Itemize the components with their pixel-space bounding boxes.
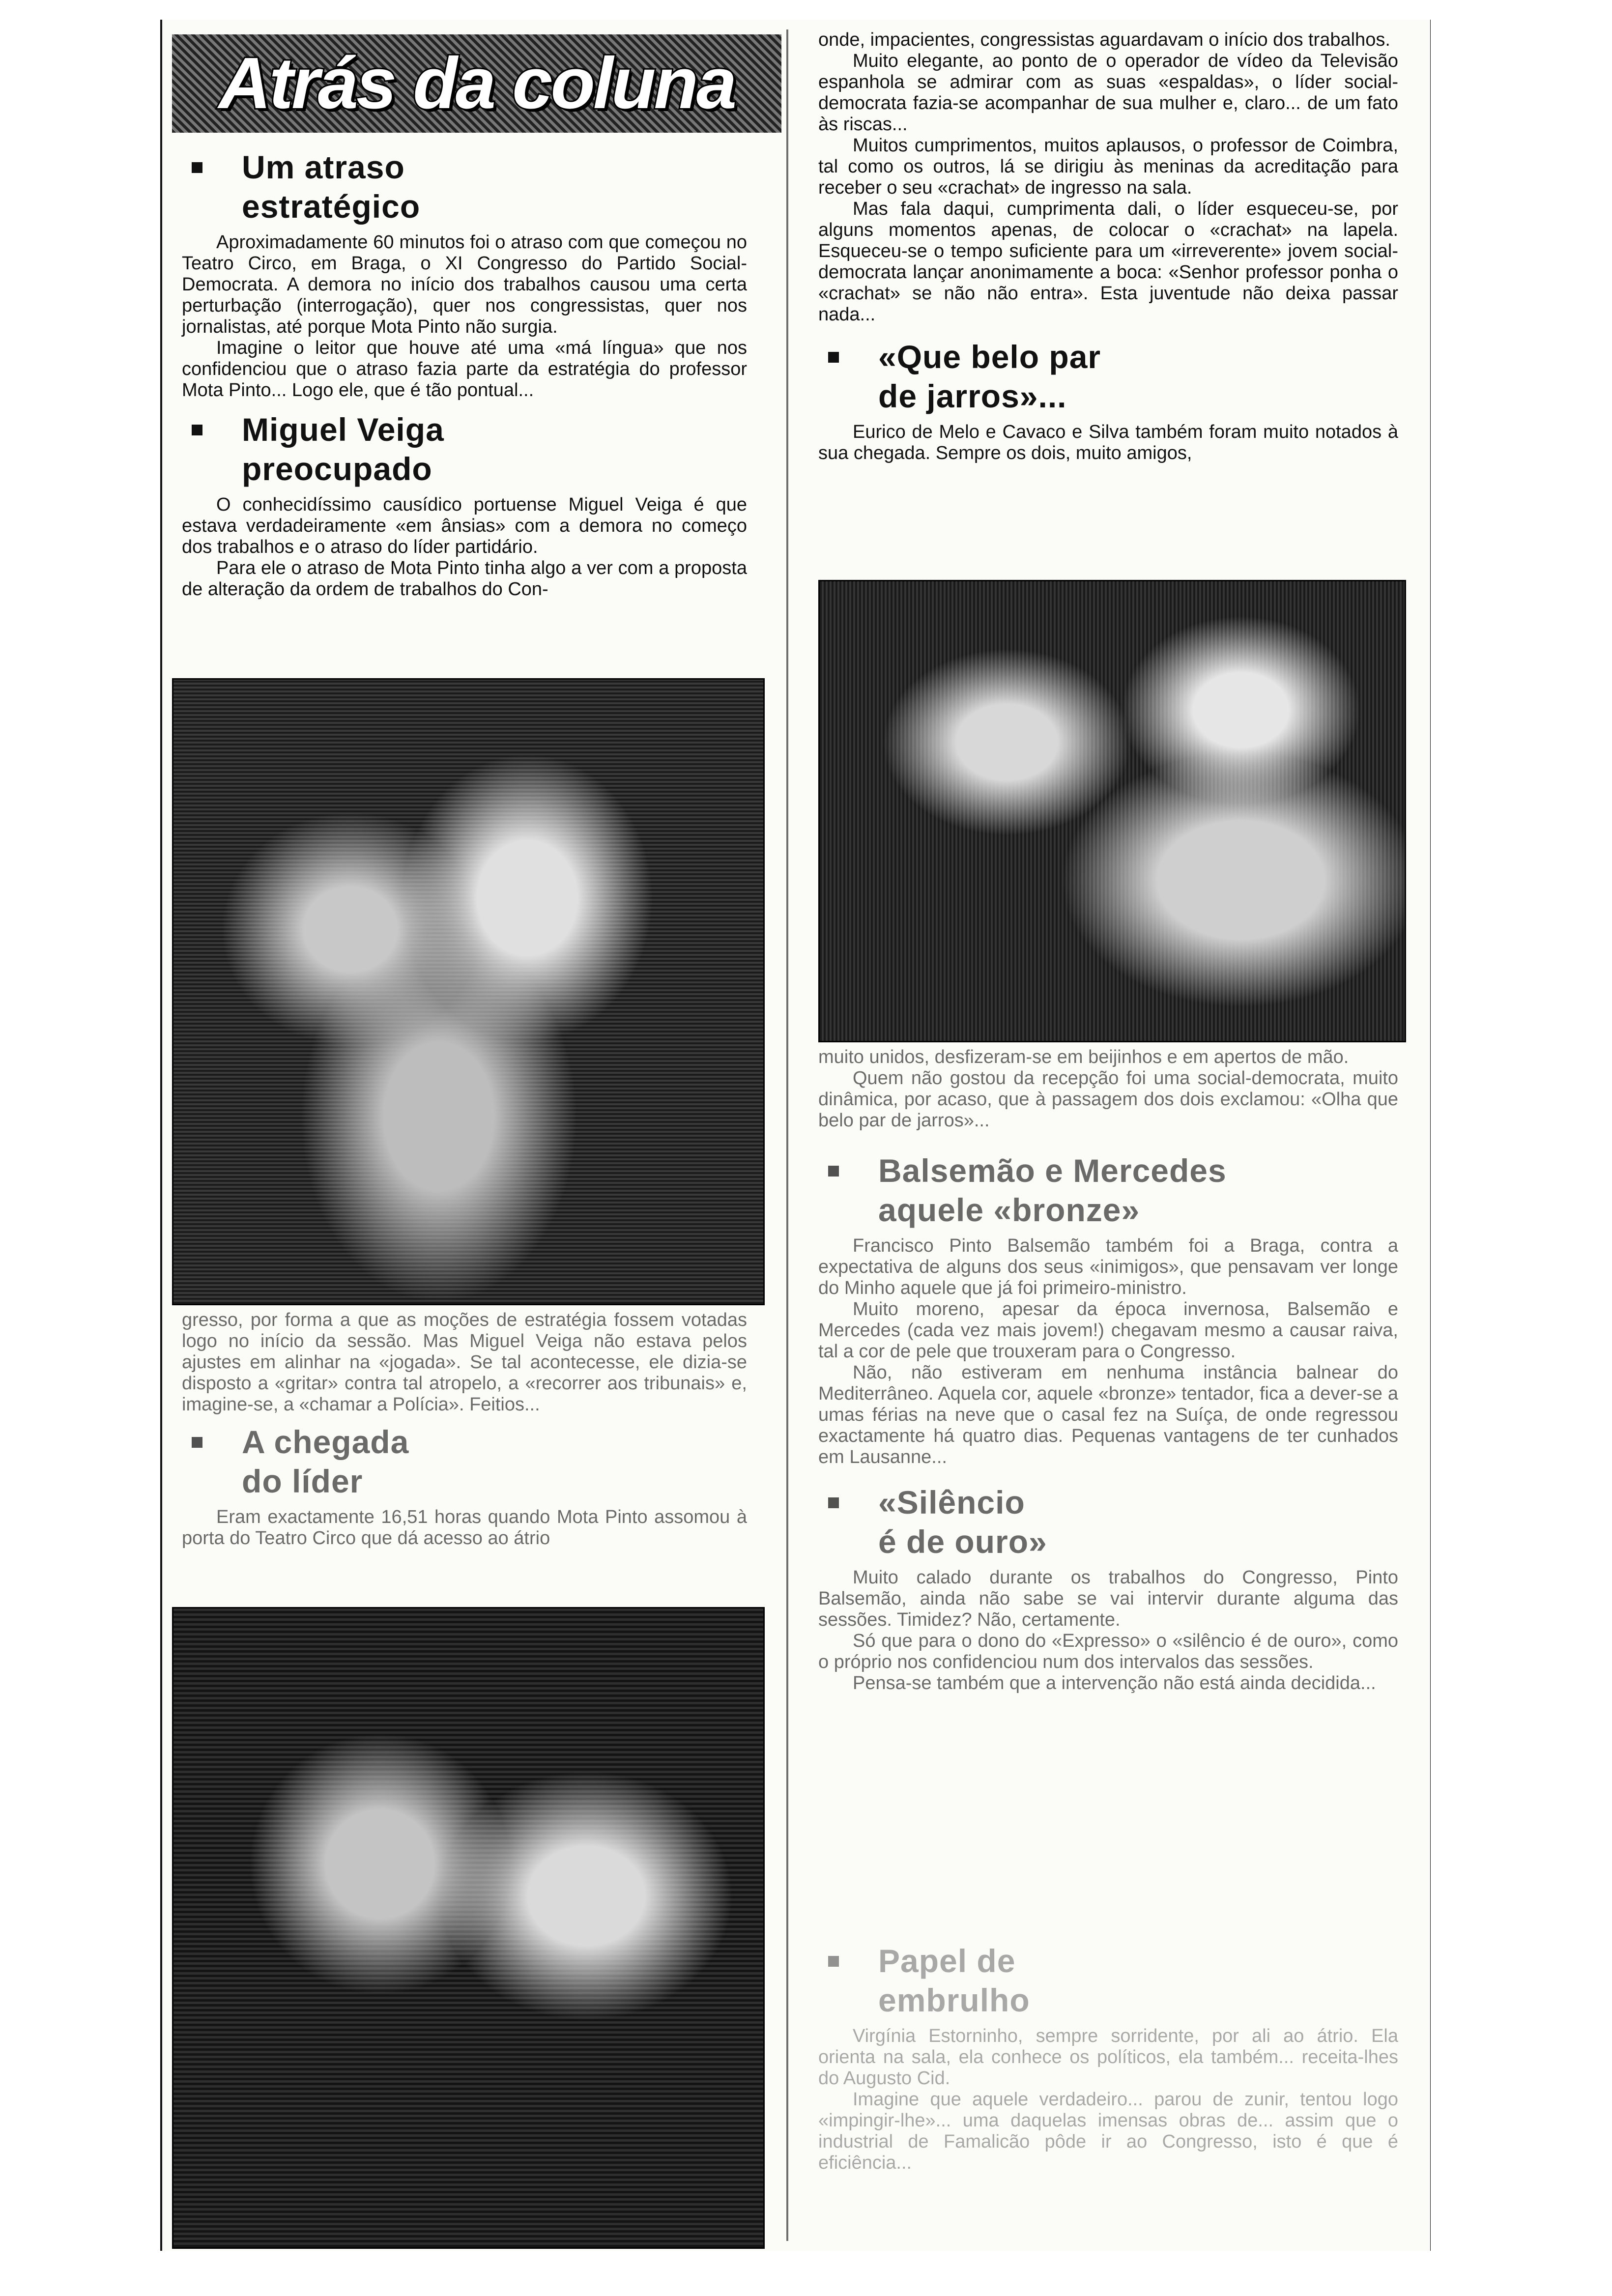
column-divider bbox=[786, 29, 788, 2241]
right-column-bottom bbox=[818, 1941, 1398, 2174]
photo-eurico-cavaco bbox=[818, 580, 1406, 1042]
paragraph: Para ele o atraso de Mota Pinto tinha algo a ver com a proposta de alteração da ordem de trabalhos do Con- bbox=[182, 558, 747, 600]
bullet-icon bbox=[828, 1497, 839, 1508]
paragraph: Mas fala daqui, cumprimenta dali, o líder esqueceu-se, por alguns momentos apenas, de colocar o «crachat» na lapela. Esqueceu-se o tempo suficiente para um «irreverente» jovem social-democrata lançar anonimamente a boca: «Senhor professor ponha o «crachat» se não não entra». Esta juventude não deixa passar nada... bbox=[818, 199, 1398, 325]
bullet-icon bbox=[828, 352, 839, 363]
heading-line-1: Miguel Veiga bbox=[242, 411, 444, 448]
paragraph: Muito moreno, apesar da época invernosa, Balsemão e Mercedes (cada vez mais jovem!) chegavam mesmo a causar raiva, tal a cor de pele que trouxeram para o Congresso. bbox=[818, 1299, 1398, 1362]
paragraph: Eram exactamente 16,51 horas quando Mota Pinto assomou à porta do Teatro Circo que dá acesso ao átrio bbox=[182, 1507, 747, 1549]
section-heading-papel bbox=[818, 1941, 1398, 2020]
paragraph: onde, impacientes, congressistas aguardavam o início dos trabalhos. bbox=[818, 29, 1390, 50]
photo-miguel-veiga bbox=[172, 678, 765, 1305]
paragraph: O conhecidíssimo causídico portuense Miguel Veiga é que estava verdadeiramente «em ânsias» com a demora no começo dos trabalhos e o atraso do líder partidário. bbox=[182, 494, 747, 557]
paragraph: muito unidos, desfizeram-se em beijinhos e em apertos de mão. bbox=[818, 1047, 1349, 1067]
right-column-top bbox=[818, 29, 1398, 464]
section-heading-jarros bbox=[818, 337, 1398, 416]
paragraph: Pensa-se também que a intervenção não está ainda decidida... bbox=[853, 1673, 1376, 1693]
paragraph: Imagine o leitor que houve até uma «má língua» que nos confidenciou que o atraso fazia parte da estratégia do professor Mota Pinto... Logo ele, que é tão pontual... bbox=[182, 338, 747, 401]
paragraph: Não, não estiveram em nenhuma instância balnear do Mediterrâneo. Aquela cor, aquele «bronze» tentador, fica a dever-se a umas férias na neve que o casal fez na Suíça, de onde regressou exactamente há quatro dias. Pequenas vantagens de ter cunhados em Lausanne... bbox=[818, 1362, 1398, 1467]
paragraph: Só que para o dono do «Expresso» o «silêncio é de ouro», como o próprio nos confidenciou num dos intervalos das sessões. bbox=[818, 1631, 1398, 1672]
paragraph: Muitos cumprimentos, muitos aplausos, o professor de Coimbra, tal como os outros, lá se dirigiu às meninas da acreditação para receber o seu «crachat» de ingresso na sala. bbox=[818, 135, 1398, 198]
photo-mota-pinto-arrival bbox=[172, 1607, 765, 2249]
paragraph: Eurico de Melo e Cavaco e Silva também foram muito notados à sua chegada. Sempre os dois, muito amigos, bbox=[818, 422, 1398, 463]
paragraph: Aproximadamente 60 minutos foi o atraso com que começou no Teatro Circo, em Braga, o XI Congresso do Partido Social-Democrata. A demora no início dos trabalhos causou uma certa perturbação (interrogação), quer nos congressistas, quer nos jornalistas, até porque Mota Pinto não surgia. bbox=[182, 232, 747, 337]
paragraph: Imagine que aquele verdadeiro... parou de zunir, tentou logo «impingir-lhe»... uma daquelas imensas obras de... assim que o industrial de Famalicão pôde ir ao Congresso, isto é que é eficiência... bbox=[818, 2089, 1398, 2173]
bullet-icon bbox=[192, 162, 202, 173]
paragraph: Francisco Pinto Balsemão também foi a Braga, contra a expectativa de alguns dos seus «inimigos», que pensavam ver longe do Minho aquele que já foi primeiro-ministro. bbox=[818, 1235, 1398, 1298]
heading-line-1: Balsemão e Mercedes bbox=[878, 1152, 1227, 1189]
section-heading-silencio bbox=[818, 1483, 1398, 1561]
heading-line-2: do líder bbox=[242, 1463, 363, 1499]
right-column-lower bbox=[818, 1047, 1398, 1694]
column-banner bbox=[172, 34, 781, 133]
left-column-top bbox=[182, 147, 747, 600]
left-column-middle bbox=[182, 1310, 747, 1549]
heading-line-2: é de ouro» bbox=[878, 1523, 1047, 1560]
section-heading-balsemao bbox=[818, 1151, 1398, 1230]
heading-line-1: A chegada bbox=[242, 1424, 409, 1460]
paragraph: Muito calado durante os trabalhos do Congresso, Pinto Balsemão, ainda não sabe se vai intervir durante alguma das sessões. Timidez? Não, certamente. bbox=[818, 1567, 1398, 1630]
heading-line-2: de jarros»... bbox=[878, 378, 1067, 414]
paragraph: Quem não gostou da recepção foi uma social-democrata, muito dinâmica, por acaso, que à passagem dos dois exclamou: «Olha que belo par de jarros»... bbox=[818, 1068, 1398, 1131]
heading-line-2: embrulho bbox=[878, 1982, 1030, 2018]
bullet-icon bbox=[828, 1166, 839, 1177]
section-heading-miguel-veiga bbox=[182, 410, 747, 488]
heading-line-2: aquele «bronze» bbox=[878, 1192, 1140, 1228]
section-heading-atraso bbox=[182, 147, 747, 226]
heading-line-1: Papel de bbox=[878, 1943, 1016, 1979]
heading-line-1: «Silêncio bbox=[878, 1484, 1025, 1521]
heading-line-2: estratégico bbox=[242, 188, 421, 225]
paragraph: Virgínia Estorninho, sempre sorridente, por ali ao átrio. Ela orienta na sala, ela conhece os políticos, ela também... receita-lhes do Augusto Cid. bbox=[818, 2026, 1398, 2089]
bullet-icon bbox=[192, 1437, 202, 1448]
banner-title: Atrás da coluna bbox=[218, 43, 735, 124]
heading-line-1: Um atraso bbox=[242, 149, 405, 185]
paragraph: gresso, por forma a que as moções de estratégia fossem votadas logo no início da sessão. Mas Miguel Veiga não estava pelos ajustes em alinhar na «jogada». Se tal acontecesse, ele dizia-se disposto a «gritar» contra tal atropelo, a «recorrer aos tribunais» e, imagine-se, a «chamar a Polícia». Feitios... bbox=[182, 1310, 747, 1415]
heading-line-2: preocupado bbox=[242, 451, 432, 487]
paragraph: Muito elegante, ao ponto de o operador de vídeo da Televisão espanhola se admirar com as suas «espaldas», o líder social-democrata fazia-se acompanhar de sua mulher e, claro... de um fato às riscas... bbox=[818, 51, 1398, 135]
heading-line-1: «Que belo par bbox=[878, 339, 1101, 375]
section-heading-chegada bbox=[182, 1422, 747, 1501]
bullet-icon bbox=[828, 1956, 839, 1967]
bullet-icon bbox=[192, 425, 202, 435]
